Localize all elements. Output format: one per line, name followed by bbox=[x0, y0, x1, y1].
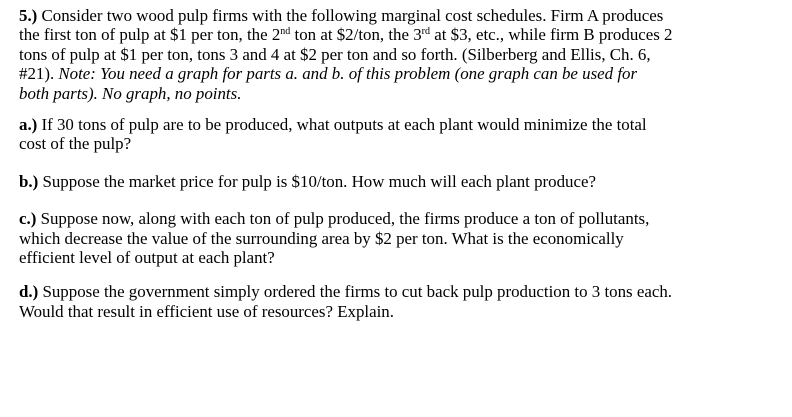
part-label: c.) bbox=[19, 209, 37, 229]
question-intro bbox=[19, 6, 784, 103]
intro-line-2 bbox=[19, 25, 784, 44]
part-c bbox=[19, 209, 784, 267]
part-d-line-1 bbox=[19, 282, 784, 301]
part-a-line-1 bbox=[19, 115, 784, 134]
part-text: If 30 tons of pulp are to be produced, what outputs at each plant would minimize the total bbox=[37, 115, 647, 135]
part-b bbox=[19, 172, 784, 191]
intro-line-3: tons of pulp at $1 per ton, tons 3 and 4 at $2 per ton and so forth. (Silberberg and Ellis, Ch. 6, bbox=[19, 44, 651, 64]
intro-text: ton at $2/ton, the 3 bbox=[290, 25, 422, 45]
intro-line-1 bbox=[19, 6, 784, 25]
intro-text: #21). bbox=[19, 64, 59, 84]
intro-line-4 bbox=[19, 64, 784, 83]
part-label: b.) bbox=[19, 171, 39, 191]
part-d bbox=[19, 282, 784, 321]
part-text: Suppose now, along with each ton of pulp produced, the firms produce a ton of pollutants, bbox=[36, 209, 650, 229]
part-text: Suppose the market price for pulp is $10/ton. How much will each plant produce? bbox=[38, 171, 596, 191]
part-d-line-2: Would that result in efficient use of resources? Explain. bbox=[19, 301, 394, 321]
part-b-line-1 bbox=[19, 172, 784, 191]
part-label: a.) bbox=[19, 115, 38, 135]
ordinal-suffix: nd bbox=[280, 26, 291, 38]
part-label: d.) bbox=[19, 282, 39, 302]
question-number: 5.) bbox=[19, 6, 38, 25]
intro-line-5: both parts). No graph, no points. bbox=[19, 83, 242, 103]
part-c-line-3: efficient level of output at each plant? bbox=[19, 248, 275, 268]
ordinal-suffix: rd bbox=[421, 26, 430, 38]
part-text: Suppose the government simply ordered the firms to cut back pulp production to 3 tons each. bbox=[38, 282, 672, 302]
part-c-line-2: which decrease the value of the surrounding area by $2 per ton. What is the economically bbox=[19, 228, 624, 248]
part-c-line-1 bbox=[19, 209, 784, 228]
part-a-line-2: cost of the pulp? bbox=[19, 134, 132, 154]
note-text: Note: You need a graph for parts a. and b. of this problem (one graph can be used for bbox=[58, 64, 638, 84]
intro-text: the first ton of pulp at $1 per ton, the 2 bbox=[19, 25, 281, 45]
intro-text: at $3, etc., while firm B produces 2 bbox=[430, 25, 673, 45]
intro-text: Consider two wood pulp firms with the following marginal cost schedules. Firm A produces bbox=[37, 6, 664, 25]
part-a bbox=[19, 115, 784, 154]
